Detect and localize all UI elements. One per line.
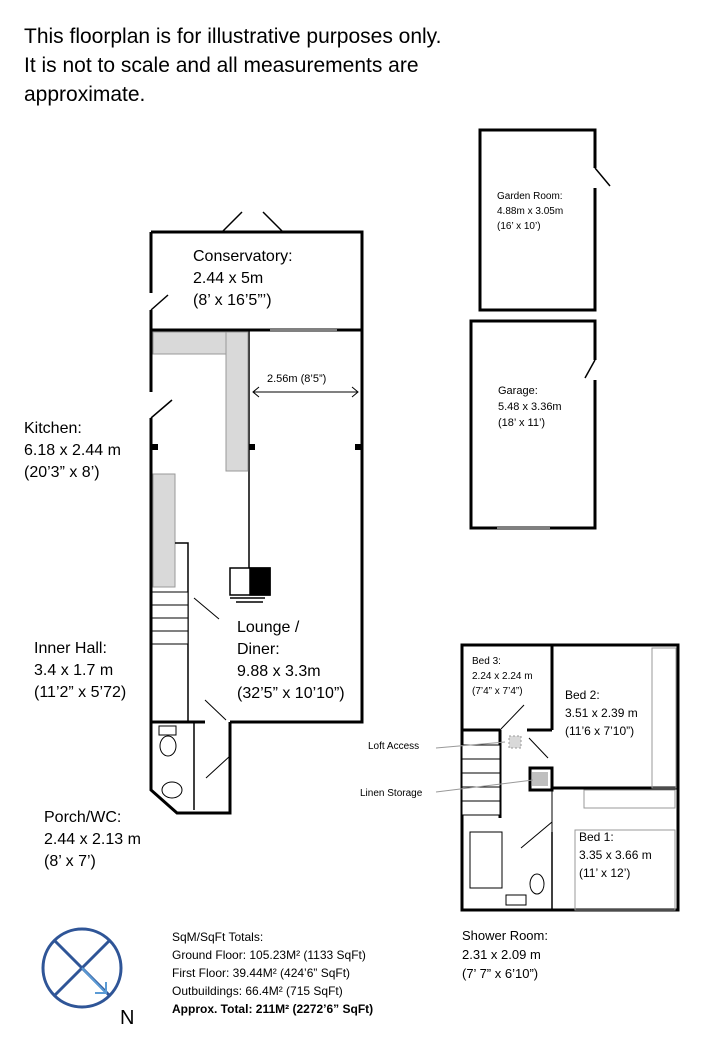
dimension-label: 2.56m (8’5”) <box>267 373 327 385</box>
compass-north-label: N <box>120 1007 135 1029</box>
inner-hall-label: Inner Hall: 3.4 x 1.7 m (11’2” x 5’72) <box>34 640 127 701</box>
totals-approx: Approx. Total: 211M² (2272’6” SqFt) <box>172 1002 374 1016</box>
lounge-diner-label: Lounge / Diner: 9.88 x 3.3m (32’5” x 10’10”) <box>237 619 345 702</box>
garage-label: Garage: 5.48 x 3.36m (18’ x 11’) <box>498 385 562 429</box>
wc-fixtures <box>159 726 182 798</box>
conservatory-label: Conservatory: 2.44 x 5m (8’ x 16’5”’) <box>193 248 293 309</box>
totals-outbuildings: Outbuildings: 66.4M² (715 SqFt) <box>172 984 343 998</box>
bed3-label: Bed 3: 2.24 x 2.24 m (7’4” x 7’4”) <box>472 656 533 697</box>
stove-fixture <box>230 568 270 602</box>
disclaimer-text: This floorplan is for illustrative purposes only. It is not to scale and all measurements are approximate. <box>24 25 442 106</box>
linen-storage-note: Linen Storage <box>360 788 423 799</box>
shower-tray <box>470 832 502 888</box>
loft-access-note: Loft Access <box>368 741 420 752</box>
kitchen-door <box>151 400 172 418</box>
porch-door <box>205 700 226 720</box>
bed1-label: Bed 1: 3.35 x 3.66 m (11’ x 12’) <box>579 830 652 880</box>
area-totals <box>172 928 373 1018</box>
north-compass-icon <box>43 929 121 1007</box>
bed2-label: Bed 2: 3.51 x 2.39 m (11’6 x 7’10”) <box>565 688 638 738</box>
linen-cupboard <box>532 772 548 786</box>
totals-first: First Floor: 39.44M² (424’6” SqFt) <box>172 966 351 980</box>
shower-room-label: Shower Room: 2.31 x 2.09 m (7’ 7” x 6’10”) <box>462 928 548 981</box>
garden-room-label: Garden Room: 4.88m x 3.05m (16’ x 10’) <box>497 191 564 232</box>
porch-wc-label: Porch/WC: 2.44 x 2.13 m (8’ x 7’) <box>44 809 141 870</box>
porch-inner-door <box>206 756 230 778</box>
ground-stairs <box>152 592 188 644</box>
kitchen-label: Kitchen: 6.18 x 2.44 m (20’3” x 8’) <box>24 420 121 481</box>
first-floor-stairs <box>462 745 500 815</box>
inner-hall-door <box>194 598 219 619</box>
kitchen-counters <box>153 332 248 587</box>
dimension-arrow <box>253 387 358 397</box>
totals-heading: SqM/SqFt Totals: <box>172 930 264 944</box>
loft-hatch <box>509 736 521 748</box>
totals-ground: Ground Floor: 105.23M² (1133 SqFt) <box>172 948 366 962</box>
